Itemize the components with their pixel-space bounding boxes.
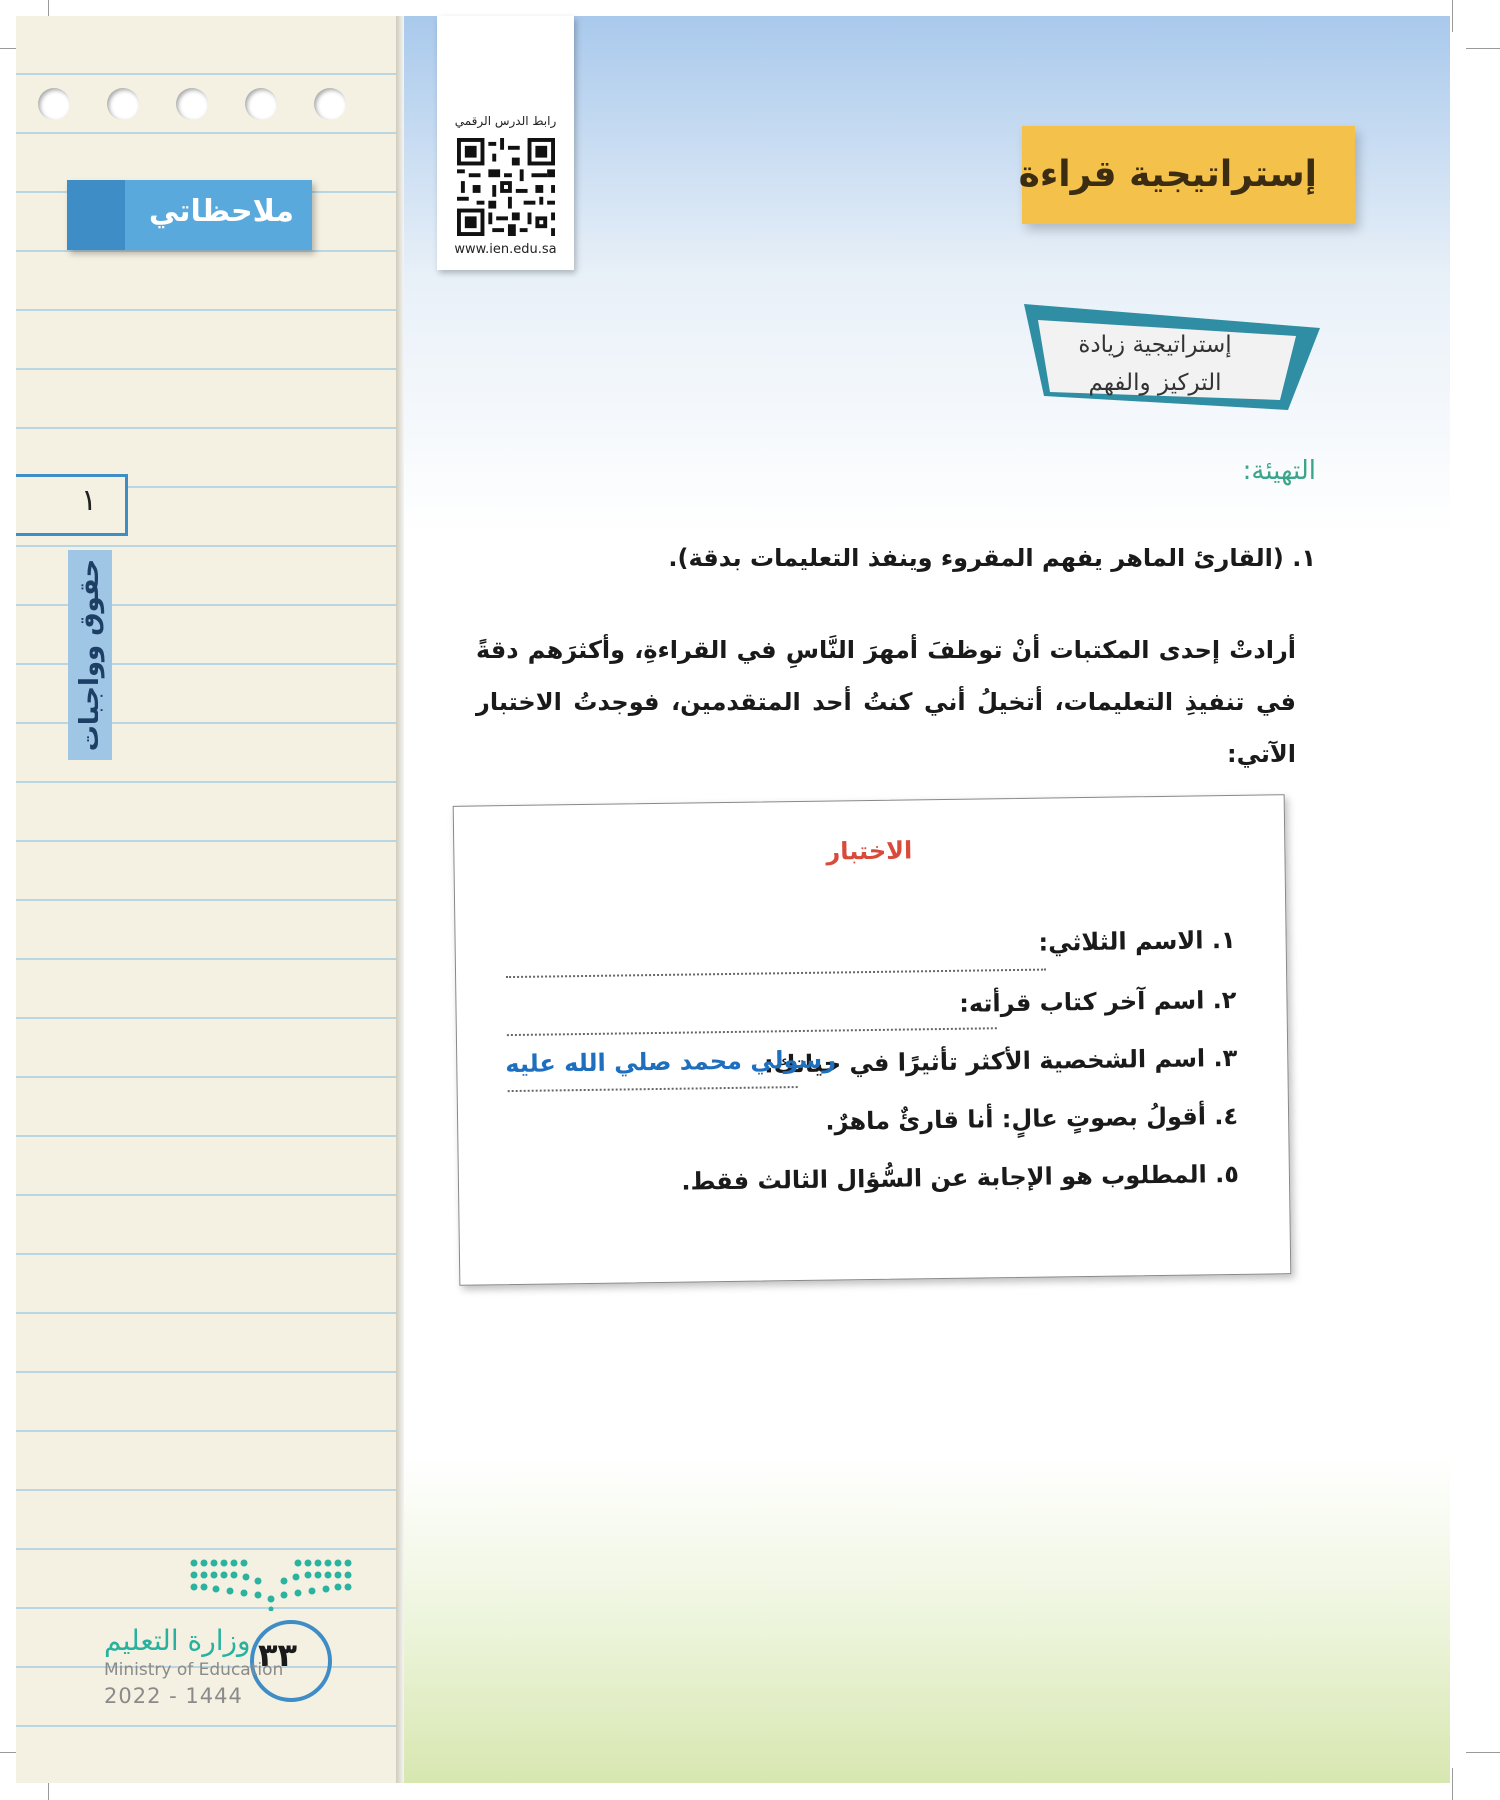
binder-holes: [38, 88, 346, 120]
answer-3[interactable]: [505, 1046, 836, 1079]
unit-number: ١: [80, 483, 97, 518]
page-title: إستراتيجية قراءة: [1018, 154, 1317, 195]
strategy-name: إستراتيجية زيادة التركيز والفهم: [1078, 332, 1232, 396]
question-1: ١. (القارئ الماهر يفهم المقروء وينفذ التعليمات بدقة).: [668, 544, 1316, 572]
test-item: ١. الاسم الثلاثي:: [1038, 925, 1236, 957]
unit-number-box: [16, 474, 128, 536]
ministry-name-english: Ministry of Education: [104, 1660, 284, 1680]
notes-column-edge: [396, 16, 404, 1783]
section-heading: التهيئة:: [1242, 456, 1316, 486]
crop-mark: [1466, 48, 1500, 49]
binder-hole: [38, 88, 70, 120]
notes-tab-label: ملاحظاتي: [148, 194, 294, 229]
unit-title-strip: [68, 550, 112, 760]
answer-line-2[interactable]: [507, 1027, 997, 1036]
unit-title: حقوق وواجبات: [75, 558, 105, 752]
test-card: [453, 794, 1292, 1286]
qr-label: رابط الدرس الرقمي: [454, 114, 557, 128]
binder-hole: [314, 88, 346, 120]
crop-mark: [1452, 0, 1453, 32]
page-title-box: [1018, 126, 1355, 224]
ministry-name-arabic: وزارة التعليم: [104, 1624, 251, 1657]
qr-code-icon[interactable]: [457, 138, 555, 236]
test-item: ٤. أقولُ بصوتٍ عالٍ: أنا قارئٌ ماهرٌ.: [825, 1101, 1239, 1136]
binder-hole: [245, 88, 277, 120]
qr-url[interactable]: www.ien.edu.sa: [454, 242, 557, 257]
test-item: ٢. اسم آخر كتاب قرأته:: [959, 985, 1237, 1018]
answer-line-1[interactable]: [506, 969, 1046, 979]
crop-mark: [1452, 1768, 1453, 1800]
notes-tab-accent: [67, 180, 125, 250]
test-item: ٥. المطلوب هو الإجابة عن السُّؤال الثالث فقط.: [681, 1159, 1240, 1196]
crop-mark: [1466, 1752, 1500, 1753]
answer-3-text: رسولي محمد صلي الله عليه: [505, 1045, 837, 1079]
binder-hole: [176, 88, 208, 120]
binder-hole: [107, 88, 139, 120]
page-number: ٣٣: [258, 1636, 298, 1674]
answer-line-3: [508, 1086, 798, 1092]
lesson-paragraph: أرادتْ إحدى المكتبات أنْ توظفَ أمهرَ النَّاسِ في القراءةِ، وأكثرَهم دقةً في تنفيذِ التعليمات، أتخيلُ أني كنتُ أحد المتقدمين، فوجدتُ الاختبار الآتي:: [476, 636, 1296, 768]
qr-card[interactable]: [437, 16, 574, 270]
test-item: ٣. اسم الشخصية الأكثر تأثيرًا في حياتك:: [763, 1043, 1238, 1079]
ministry-logo-icon: [186, 1555, 356, 1611]
notes-tab: [67, 180, 312, 250]
notes-column: [16, 16, 400, 1783]
ministry-year: 2022 - 1444: [104, 1684, 243, 1708]
test-title: الاختبار: [826, 836, 913, 866]
